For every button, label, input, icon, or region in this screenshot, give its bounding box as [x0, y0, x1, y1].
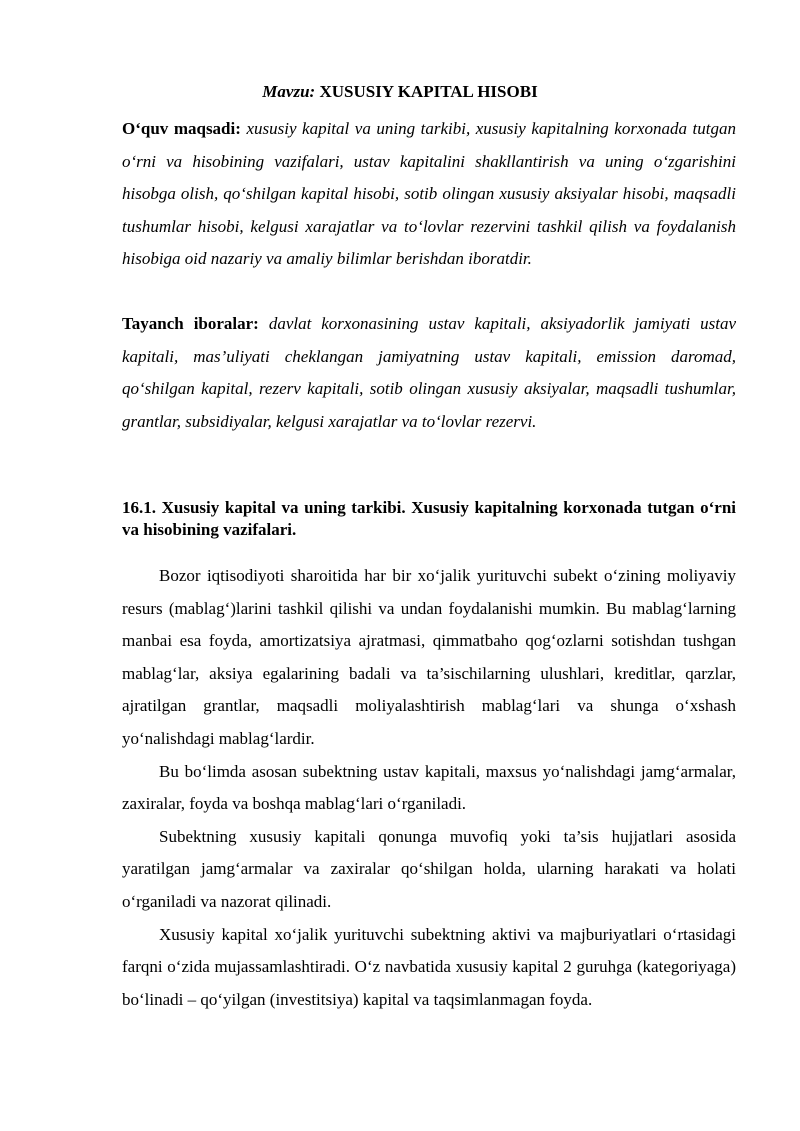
paragraph: Subektning xususiy kapitali qonunga muvofiq yoki ta’sis hujjatlari asosida yaratilgan jamg‘armalar va zaxiralar qo‘shilgan holda, ularning harakati va holati o‘rganiladi va nazorat qilinadi.: [122, 826, 736, 911]
purpose-block: [122, 113, 736, 276]
paragraph: Bozor iqtisodiyoti sharoitida har bir xo‘jalik yurituvchi subekt o‘zining moliyaviy resurs (mablag‘)larini tashkil qilishi va undan foydalanishi mumkin. Bu mablag‘larning manbai esa foyda, amortizatsiya ajratmasi, qimmatbaho qog‘ozlarni sotishdan tushgan mablag‘lar, aksiya egalarining badali va ta’sischilarning ulushlari, kreditlar, qarzlar, ajratilgan grantlar, maqsadli moliyalashtirish mablag‘lari va shunga o‘xshash yo‘nalishdagi mablag‘lardir.: [122, 566, 736, 748]
keywords-block: [122, 308, 736, 438]
section-heading: 16.1. Xususiy kapital va uning tarkibi. Xususiy kapitalning korxonada tutgan o‘rni va hisobining vazifalari.: [122, 498, 736, 539]
title-main: XUSUSIY KAPITAL HISOBI: [319, 82, 538, 101]
keywords-text: davlat korxonasining ustav kapitali, aksiyadorlik jamiyati ustav kapitali, mas’uliyati cheklangan jamiyatning ustav kapitali, emission daromad, qo‘shilgan kapital, rezerv kapitali, sotib olingan xususiy aksiyalar, maqsadli tushumlar, grantlar, subsidiyalar, kelgusi xarajatlar va to‘lovlar rezervi.: [122, 314, 737, 431]
body-text: [122, 560, 736, 1016]
keywords-label: Tayanch iboralar:: [122, 314, 259, 333]
purpose-label: O‘quv maqsadi:: [122, 119, 241, 138]
purpose-text: xususiy kapital va uning tarkibi, xususiy kapitalning korxonada tutgan o‘rni va hisobining vazifalari, ustav kapitalini shakllantirish va uning o‘zgarishini hisobga olish, qo‘shilgan kapital hisobi, sotib olingan xususiy aksiyalar hisobi, maqsadli tushumlar hisobi, kelgusi xarajatlar va to‘lovlar rezervini tashkil qilish va foydalanish hisobiga oid nazariy va amaliy bilimlar berishdan iboratdir.: [122, 119, 736, 268]
title-lead: Mavzu:: [262, 82, 316, 101]
paragraph: Xususiy kapital xo‘jalik yurituvchi subektning aktivi va majburiyatlari o‘rtasidagi farqni o‘zida mujassamlashtiradi. O‘z navbatida xususiy kapital 2 guruhga (kategoriyaga) bo‘linadi – qo‘yilgan (investitsiya) kapital va taqsimlanmagan foyda.: [122, 924, 736, 1009]
page-title: [0, 80, 800, 104]
paragraph: Bu bo‘limda asosan subektning ustav kapitali, maxsus yo‘nalishdagi jamg‘armalar, zaxiralar, foyda va boshqa mablag‘lari o‘rganiladi.: [122, 761, 736, 814]
